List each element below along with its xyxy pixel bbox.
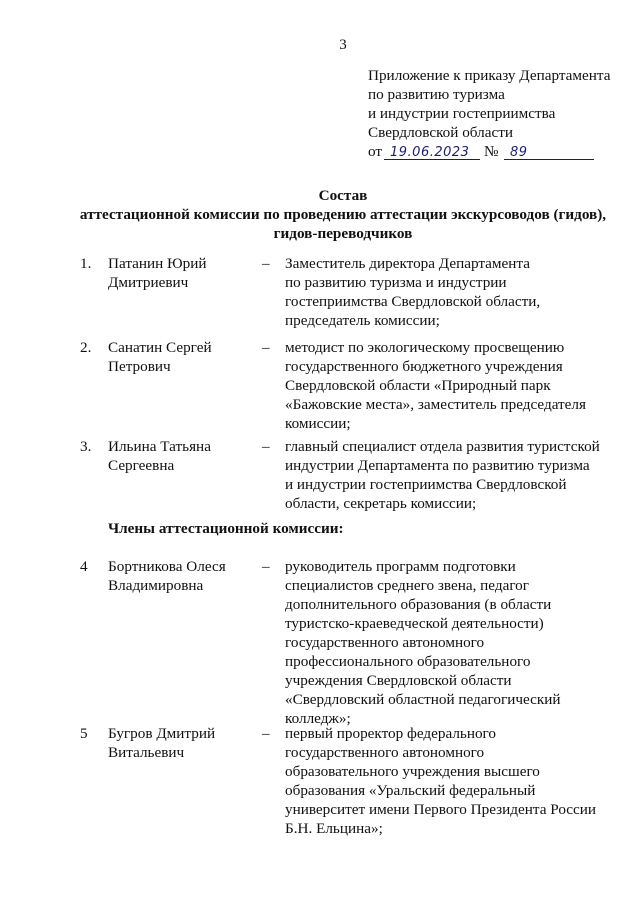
order-date-number-line bbox=[368, 142, 628, 162]
desc-line: комиссии; bbox=[285, 415, 351, 432]
desc-line: специалистов среднего звена, педагог bbox=[285, 577, 529, 594]
appendix-header bbox=[368, 66, 628, 162]
dash: – bbox=[262, 339, 270, 356]
desc-line: образования «Уральский федеральный bbox=[285, 782, 536, 799]
entry-number: 1. bbox=[80, 255, 92, 272]
desc-line: Заместитель директора Департамента bbox=[285, 255, 530, 272]
name-line: Петрович bbox=[108, 358, 171, 375]
desc-line: первый проректор федерального bbox=[285, 725, 497, 742]
position-description bbox=[285, 437, 625, 513]
entry-number: 2. bbox=[80, 339, 92, 356]
desc-line: по развитию туризма и индустрии bbox=[285, 274, 507, 291]
entry-number: 4 bbox=[80, 558, 88, 575]
desc-line: «Свердловский областной педагогический bbox=[285, 691, 561, 708]
name-line: Ильина Татьяна bbox=[108, 438, 211, 455]
desc-line: туристско-краеведческой деятельности) bbox=[285, 615, 544, 632]
appendix-line: Приложение к приказу Департамента bbox=[368, 67, 611, 84]
person-name bbox=[108, 557, 258, 595]
person-name bbox=[108, 437, 258, 475]
page-number: 3 bbox=[339, 37, 347, 53]
number-prefix: № bbox=[484, 143, 499, 160]
desc-line: гостеприимства Свердловской области, bbox=[285, 293, 541, 310]
desc-line: «Бажовские места», заместитель председателя bbox=[285, 396, 586, 413]
desc-line: методист по экологическому просвещению bbox=[285, 339, 565, 356]
desc-line: государственного бюджетного учреждения bbox=[285, 358, 563, 375]
name-line: Патанин Юрий bbox=[108, 255, 207, 272]
person-name bbox=[108, 254, 258, 292]
name-line: Бугров Дмитрий bbox=[108, 725, 216, 742]
person-name bbox=[108, 338, 258, 376]
desc-line: государственного автономного bbox=[285, 744, 485, 761]
dash: – bbox=[262, 558, 270, 575]
desc-line: колледж»; bbox=[285, 710, 351, 727]
name-line: Дмитриевич bbox=[108, 274, 189, 291]
desc-line: государственного автономного bbox=[285, 634, 485, 651]
name-line: Санатин Сергей bbox=[108, 339, 212, 356]
position-description bbox=[285, 338, 625, 433]
position-description bbox=[285, 254, 625, 330]
desc-line: университет имени Первого Президента России bbox=[285, 801, 597, 818]
name-line: Витальевич bbox=[108, 744, 185, 761]
members-heading: Члены аттестационной комиссии: bbox=[108, 520, 344, 537]
title-line: аттестационной комиссии по проведению аттестации экскурсоводов (гидов), bbox=[79, 206, 607, 223]
desc-line: и индустрии гостеприимства Свердловской bbox=[285, 476, 567, 493]
desc-line: Свердловской области «Природный парк bbox=[285, 377, 551, 394]
dash: – bbox=[262, 725, 270, 742]
handwritten-date: 19.06.2023 bbox=[390, 145, 470, 160]
desc-line: профессионального образовательного bbox=[285, 653, 531, 670]
handwritten-number: 89 bbox=[510, 145, 528, 160]
desc-line: учреждения Свердловской области bbox=[285, 672, 512, 689]
position-description bbox=[285, 557, 625, 728]
name-line: Владимировна bbox=[108, 577, 204, 594]
dash: – bbox=[262, 438, 270, 455]
appendix-line: Свердловской области bbox=[368, 124, 513, 141]
name-line: Бортникова Олеся bbox=[108, 558, 226, 575]
title-line: гидов-переводчиков bbox=[273, 225, 413, 242]
desc-line: Б.Н. Ельцина»; bbox=[285, 820, 383, 837]
desc-line: образовательного учреждения высшего bbox=[285, 763, 540, 780]
entry-number: 3. bbox=[80, 438, 92, 455]
appendix-line: и индустрии гостеприимства bbox=[368, 105, 556, 122]
appendix-line: по развитию туризма bbox=[368, 86, 505, 103]
desc-line: дополнительного образования (в области bbox=[285, 596, 552, 613]
desc-line: индустрии Департамента по развитию туризма bbox=[285, 457, 590, 474]
position-description bbox=[285, 724, 625, 838]
person-name bbox=[108, 724, 258, 762]
name-line: Сергеевна bbox=[108, 457, 175, 474]
desc-line: председатель комиссии; bbox=[285, 312, 440, 329]
entry-number: 5 bbox=[80, 725, 88, 742]
desc-line: руководитель программ подготовки bbox=[285, 558, 516, 575]
date-prefix: от bbox=[368, 143, 383, 160]
title-line: Состав bbox=[318, 187, 368, 204]
dash: – bbox=[262, 255, 270, 272]
desc-line: главный специалист отдела развития туристской bbox=[285, 438, 600, 455]
document-title bbox=[0, 186, 640, 243]
desc-line: области, секретарь комиссии; bbox=[285, 495, 477, 512]
